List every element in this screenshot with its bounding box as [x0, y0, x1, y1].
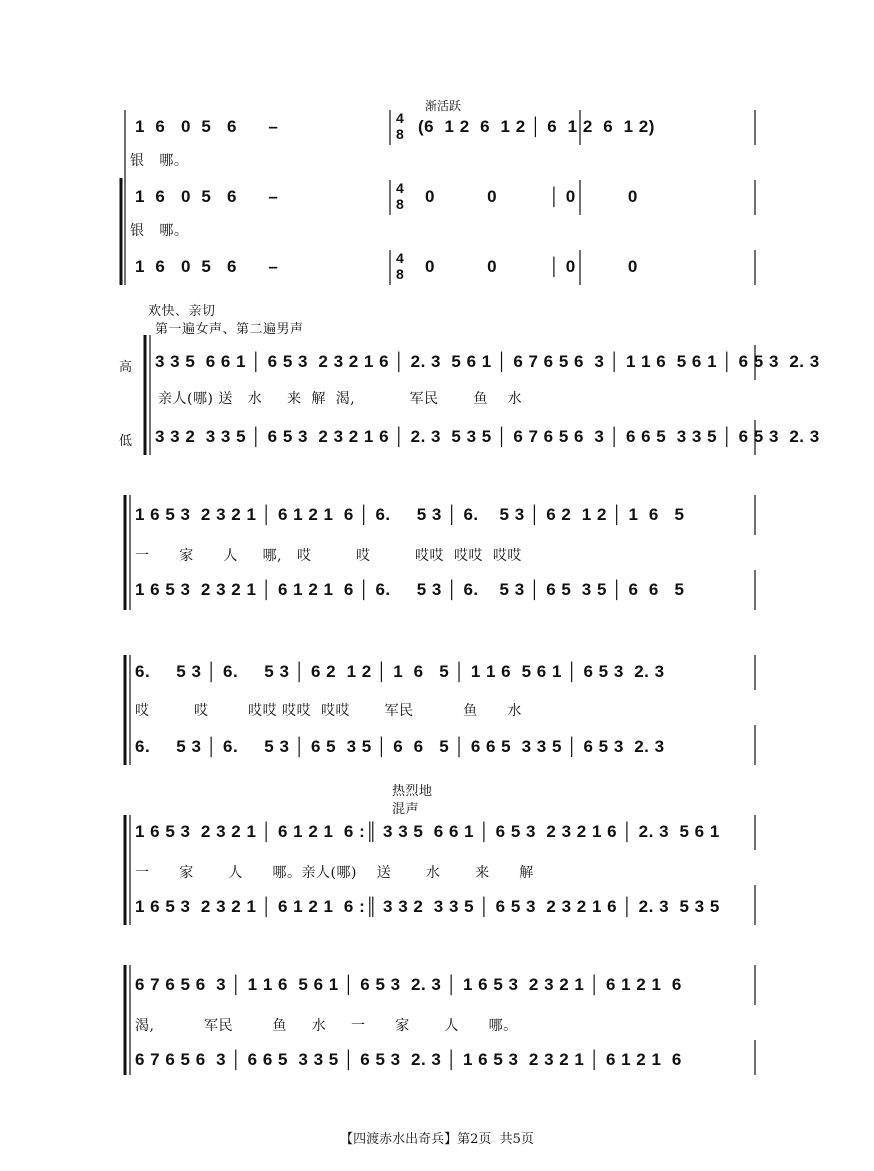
- part1-lyric: 银 哪。: [130, 153, 189, 169]
- lyric-5: 一 家 人 哪。亲人(哪) 送 水 来 解: [135, 865, 534, 881]
- voice-note-2: 混声: [392, 802, 420, 817]
- voice-label-low: 低: [119, 434, 133, 449]
- high-notes-6: 6 7 6 5 6 3 │ 1 1 6 5 6 1 │ 6 5 3 2. 3 │ 1 6 5 3 2 3 2 1 │ 6 1 2 1 6: [135, 975, 682, 994]
- low-notes-5: 1 6 5 3 2 3 2 1 │ 6 1 2 1 6 :║ 3 3 2 3 3 5 │ 6 5 3 2 3 2 1 6 │ 2. 3 5 3 5: [135, 897, 720, 916]
- page-footer: 【四渡赤水出奇兵】第2页 共5页: [340, 1132, 534, 1147]
- low-notes-2: 3 3 2 3 3 5 │ 6 5 3 2 3 2 1 6 │ 2. 3 5 3 5 │ 6 7 6 5 6 3 │ 6 6 5 3 3 5 │ 6 5 3 2. 3: [155, 427, 820, 446]
- voice-label-high: 高: [119, 360, 133, 375]
- time-signature-1: 4 8: [396, 110, 405, 142]
- high-notes-4: 6. 5 3 │ 6. 5 3 │ 6 2 1 2 │ 1 6 5 │ 1 1 6 5 6 1 │ 6 5 3 2. 3: [135, 662, 665, 681]
- low-notes-3: 1 6 5 3 2 3 2 1 │ 6 1 2 1 6 │ 6. 5 3 │ 6. 5 3 │ 6 5 3 5 │ 6 6 5: [135, 580, 685, 599]
- high-notes-5: 1 6 5 3 2 3 2 1 │ 6 1 2 1 6 :║ 3 3 5 6 6 1 │ 6 5 3 2 3 2 1 6 │ 2. 3 5 6 1: [135, 822, 720, 841]
- part2-notes-b: 0 0 │ 0 0: [425, 187, 638, 206]
- time-signature-2: 4 8: [396, 180, 405, 212]
- part1-notes-a: 1 6 0 5 6 –: [135, 117, 279, 136]
- part1-notes-b: (6 1 2 6 1 2 │ 6 1 2 6 1 2): [418, 117, 655, 136]
- lyric-4: 哎 哎 哎哎 哎哎 哎哎 军民 鱼 水: [135, 703, 522, 719]
- low-notes-6: 6 7 6 5 6 3 │ 6 6 5 3 3 5 │ 6 5 3 2. 3 │ 1 6 5 3 2 3 2 1 │ 6 1 2 1 6: [135, 1050, 682, 1069]
- voice-note: 第一遍女声、第二遍男声: [155, 322, 304, 337]
- tempo-mark: 渐活跃: [425, 99, 462, 113]
- lyric-2: 亲人(哪) 送 水 来 解 渴, 军民 鱼 水: [158, 391, 523, 407]
- part3-notes-a: 1 6 0 5 6 –: [135, 257, 279, 276]
- high-notes-2: 3 3 5 6 6 1 │ 6 5 3 2 3 2 1 6 │ 2. 3 5 6 1 │ 6 7 6 5 6 3 │ 1 1 6 5 6 1 │ 6 5 3 2. 3: [155, 352, 820, 371]
- part2-notes-a: 1 6 0 5 6 –: [135, 187, 279, 206]
- expression-mark-2: 热烈地: [392, 784, 433, 799]
- part3-notes-b: 0 0 │ 0 0: [425, 257, 638, 276]
- part2-lyric: 银 哪。: [130, 223, 189, 239]
- expression-mark: 欢快、亲切: [148, 304, 216, 319]
- lyric-6: 渴, 军民 鱼 水 一 家 人 哪。: [135, 1018, 518, 1034]
- lyric-3: 一 家 人 哪, 哎 哎 哎哎 哎哎 哎哎: [135, 548, 522, 564]
- time-signature-3: 4 8: [396, 250, 405, 282]
- high-notes-3: 1 6 5 3 2 3 2 1 │ 6 1 2 1 6 │ 6. 5 3 │ 6. 5 3 │ 6 2 1 2 │ 1 6 5: [135, 505, 685, 524]
- low-notes-4: 6. 5 3 │ 6. 5 3 │ 6 5 3 5 │ 6 6 5 │ 6 6 5 3 3 5 │ 6 5 3 2. 3: [135, 737, 665, 756]
